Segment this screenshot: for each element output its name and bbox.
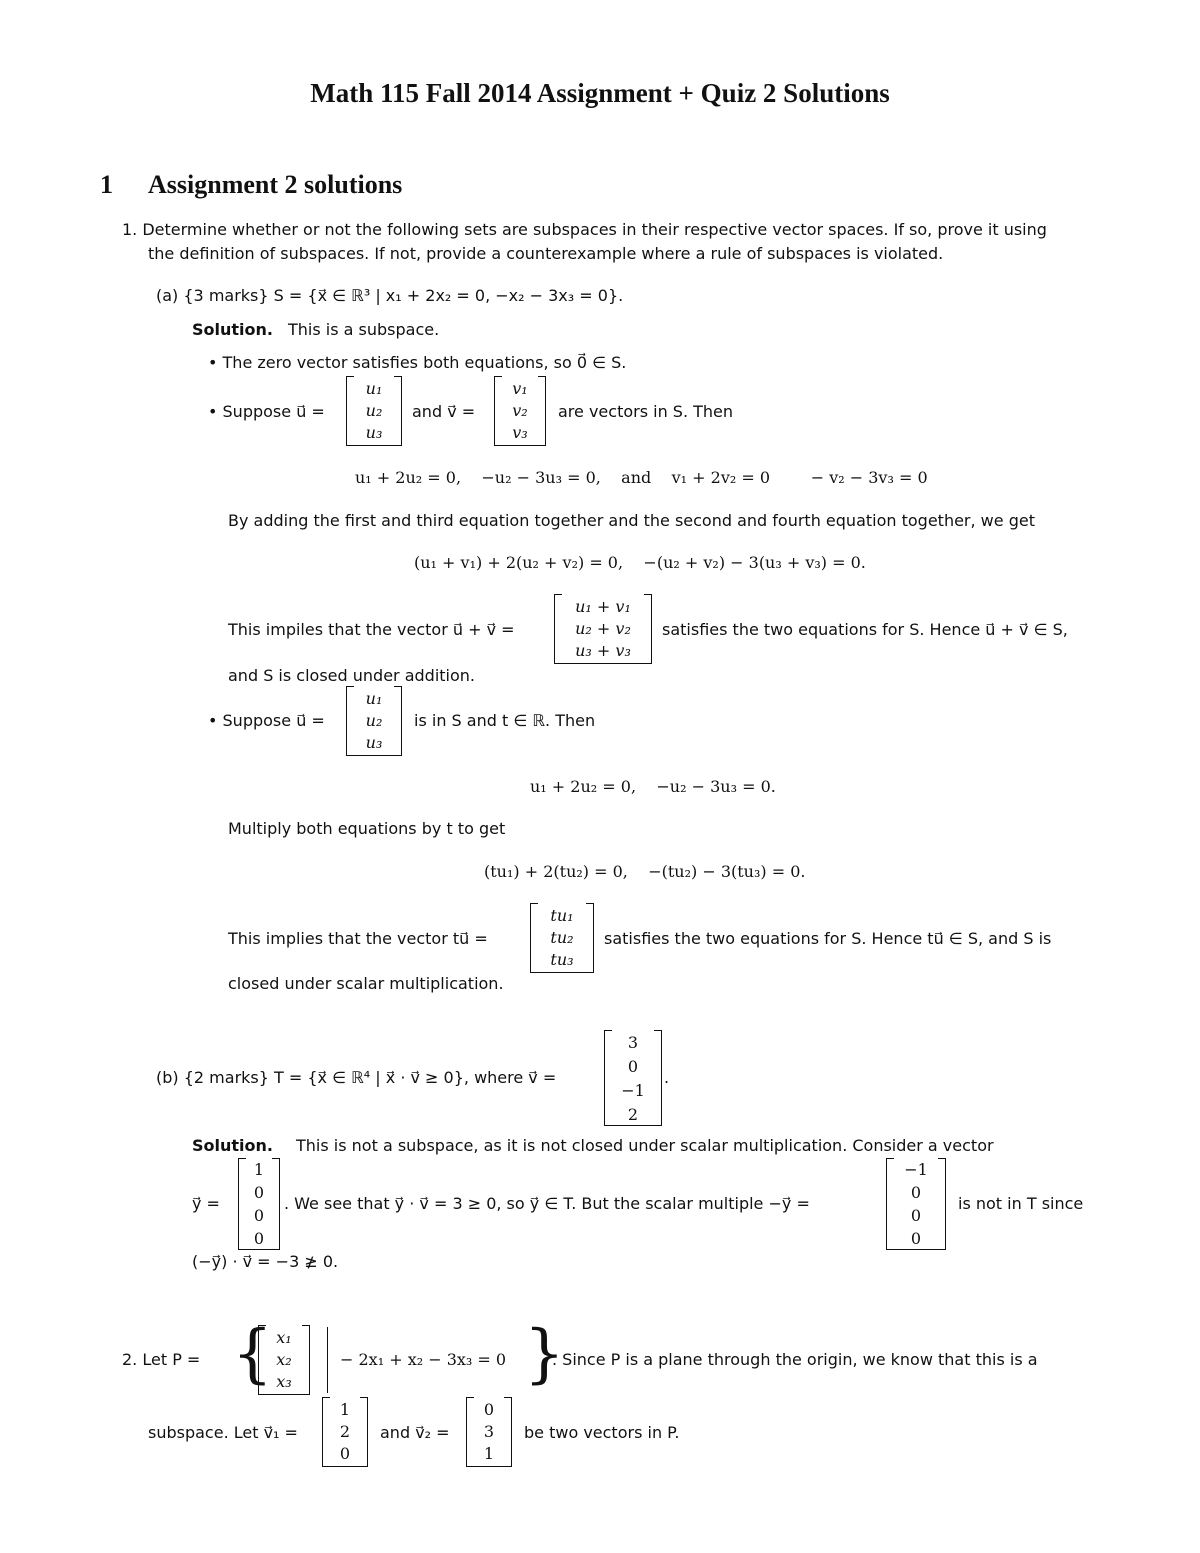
q1a-statement: (a) {3 marks} S = {x⃗ ∈ ℝ³ | x₁ + 2x₂ = 0, −x₂ − 3x₃ = 0}. <box>156 286 624 305</box>
b-v-vector-entry: 0 <box>627 1057 639 1076</box>
q1a-implies2-a: This implies that the vector tu⃗ = <box>228 929 488 948</box>
y-vector-entry: 1 <box>253 1160 265 1179</box>
v1-vector-entry: 1 <box>339 1400 351 1419</box>
v-vector-entry: v₃ <box>512 423 528 442</box>
q1a-implies2-b: satisfies the two equations for S. Hence tu⃗ ∈ S, and S is <box>604 929 1052 948</box>
q2-let-p: 2. Let P = <box>122 1350 201 1369</box>
q1a-bullet3-a: • Suppose u⃗ = <box>208 711 325 730</box>
v1-vector-entry: 2 <box>339 1422 351 1441</box>
u-vector-entry: u₃ <box>365 733 383 752</box>
x-vector <box>258 1325 310 1395</box>
b-v-vector <box>604 1030 662 1126</box>
q1a-solution-label: Solution. <box>192 320 273 339</box>
sum-vector-entry: u₃ + v₃ <box>575 641 631 660</box>
u-vector-2 <box>346 686 402 756</box>
v2-vector-entry: 3 <box>483 1422 495 1441</box>
y-vector-entry: 0 <box>253 1229 265 1248</box>
left-brace: { <box>232 1317 273 1391</box>
v2-vector <box>466 1397 512 1467</box>
document-title: Math 115 Fall 2014 Assignment + Quiz 2 Solutions <box>310 78 890 108</box>
x-vector-entry: x₂ <box>276 1350 292 1369</box>
q1a-closed-mult: closed under scalar multiplication. <box>228 974 504 993</box>
q2-after: . Since P is a plane through the origin, we know that this is a <box>552 1350 1038 1369</box>
u-vector <box>346 376 402 446</box>
y-vector-entry: 0 <box>253 1183 265 1202</box>
u-vector-entry: u₁ <box>365 689 383 708</box>
q1-intro-line2: the definition of subspaces. If not, provide a counterexample where a rule of subspaces is violated. <box>148 244 944 263</box>
sum-vector-entry: u₂ + v₂ <box>575 619 631 638</box>
u-vector-entry: u₃ <box>365 423 383 442</box>
q2-condition: − 2x₁ + x₂ − 3x₃ = 0 <box>340 1350 507 1369</box>
t-vector-entry: tu₂ <box>550 928 574 947</box>
q1b-solution-label: Solution. <box>192 1136 273 1155</box>
u-vector-entry: u₂ <box>365 401 383 420</box>
q1a-eq-t: (tu₁) + 2(tu₂) = 0, −(tu₂) − 3(tu₃) = 0. <box>484 862 806 881</box>
q1a-bullet3-b: is in S and t ∈ ℝ. Then <box>414 711 596 730</box>
q1-intro-line1: 1. Determine whether or not the following sets are subspaces in their respective vector spaces. If so, prove it using <box>122 220 1047 239</box>
q1b-mid-text: . We see that y⃗ · v⃗ = 3 ≥ 0, so y⃗ ∈ T. But the scalar multiple −y⃗ = <box>284 1194 810 1213</box>
q1b-y-label: y⃗ = <box>192 1194 220 1213</box>
q1a-multiply: Multiply both equations by t to get <box>228 819 506 838</box>
q1b-solution-text: This is not a subspace, as it is not closed under scalar multiplication. Consider a vector <box>296 1136 994 1155</box>
q1b-statement: (b) {2 marks} T = {x⃗ ∈ ℝ⁴ | x⃗ · v⃗ ≥ 0}, where v⃗ = <box>156 1068 557 1087</box>
b-v-vector-entry: −1 <box>621 1081 645 1100</box>
q1b-statement-end: . <box>664 1068 670 1087</box>
q1a-eq-u: u₁ + 2u₂ = 0, −u₂ − 3u₃ = 0. <box>530 777 776 796</box>
set-bar <box>327 1327 328 1393</box>
neg-y-vector-entry: −1 <box>904 1160 928 1179</box>
v2-vector-entry: 0 <box>483 1400 495 1419</box>
q2-sub-c: be two vectors in P. <box>524 1423 680 1442</box>
x-vector-entry: x₁ <box>276 1328 292 1347</box>
u-vector-entry: u₁ <box>365 379 383 398</box>
q1a-bullet2-b: and v⃗ = <box>412 402 476 421</box>
y-vector-entry: 0 <box>253 1206 265 1225</box>
v-vector <box>494 376 546 446</box>
q1a-closed-add: and S is closed under addition. <box>228 666 475 685</box>
section-title: Assignment 2 solutions <box>148 170 403 199</box>
v-vector-entry: v₁ <box>512 379 528 398</box>
q2-sub-b: and v⃗₂ = <box>380 1423 450 1442</box>
b-v-vector-entry: 3 <box>627 1033 639 1052</box>
y-vector <box>238 1158 280 1250</box>
q1a-eq-four: u₁ + 2u₂ = 0, −u₂ − 3u₃ = 0, and v₁ + 2v₂ = 0 − v₂ − 3v₃ = 0 <box>355 468 928 487</box>
t-vector-entry: tu₁ <box>550 906 574 925</box>
right-brace: } <box>524 1317 565 1391</box>
q1a-bullet1: • The zero vector satisfies both equations, so 0⃗ ∈ S. <box>208 353 627 372</box>
b-v-vector-entry: 2 <box>627 1105 639 1124</box>
neg-y-vector <box>886 1158 946 1250</box>
q1a-bullet2-c: are vectors in S. Then <box>558 402 734 421</box>
v1-vector-entry: 0 <box>339 1444 351 1463</box>
neg-y-vector-entry: 0 <box>910 1206 922 1225</box>
neg-y-vector-entry: 0 <box>910 1229 922 1248</box>
x-vector-entry: x₃ <box>276 1372 292 1391</box>
q1b-end-text: is not in T since <box>958 1194 1084 1213</box>
q1a-adding: By adding the first and third equation together and the second and fourth equation together, we get <box>228 511 1035 530</box>
sum-vector-entry: u₁ + v₁ <box>575 597 631 616</box>
sum-vector <box>554 594 652 664</box>
v-vector-entry: v₂ <box>512 401 528 420</box>
q1a-implies1-b: satisfies the two equations for S. Hence u⃗ + v⃗ ∈ S, <box>662 620 1068 639</box>
t-vector <box>530 903 594 973</box>
t-vector-entry: tu₃ <box>550 950 574 969</box>
q1b-final: (−y⃗) · v⃗ = −3 ≱ 0. <box>192 1252 339 1271</box>
q1a-implies1-a: This impiles that the vector u⃗ + v⃗ = <box>228 620 515 639</box>
q1a-bullet2-a: • Suppose u⃗ = <box>208 402 325 421</box>
v1-vector <box>322 1397 368 1467</box>
v2-vector-entry: 1 <box>483 1444 495 1463</box>
neg-y-vector-entry: 0 <box>910 1183 922 1202</box>
section-number: 1 <box>100 170 113 199</box>
u-vector-entry: u₂ <box>365 711 383 730</box>
q1a-solution-text: This is a subspace. <box>288 320 440 339</box>
q1a-eq-sum: (u₁ + v₁) + 2(u₂ + v₂) = 0, −(u₂ + v₂) − 3(u₃ + v₃) = 0. <box>414 553 866 572</box>
q2-sub-a: subspace. Let v⃗₁ = <box>148 1423 298 1442</box>
